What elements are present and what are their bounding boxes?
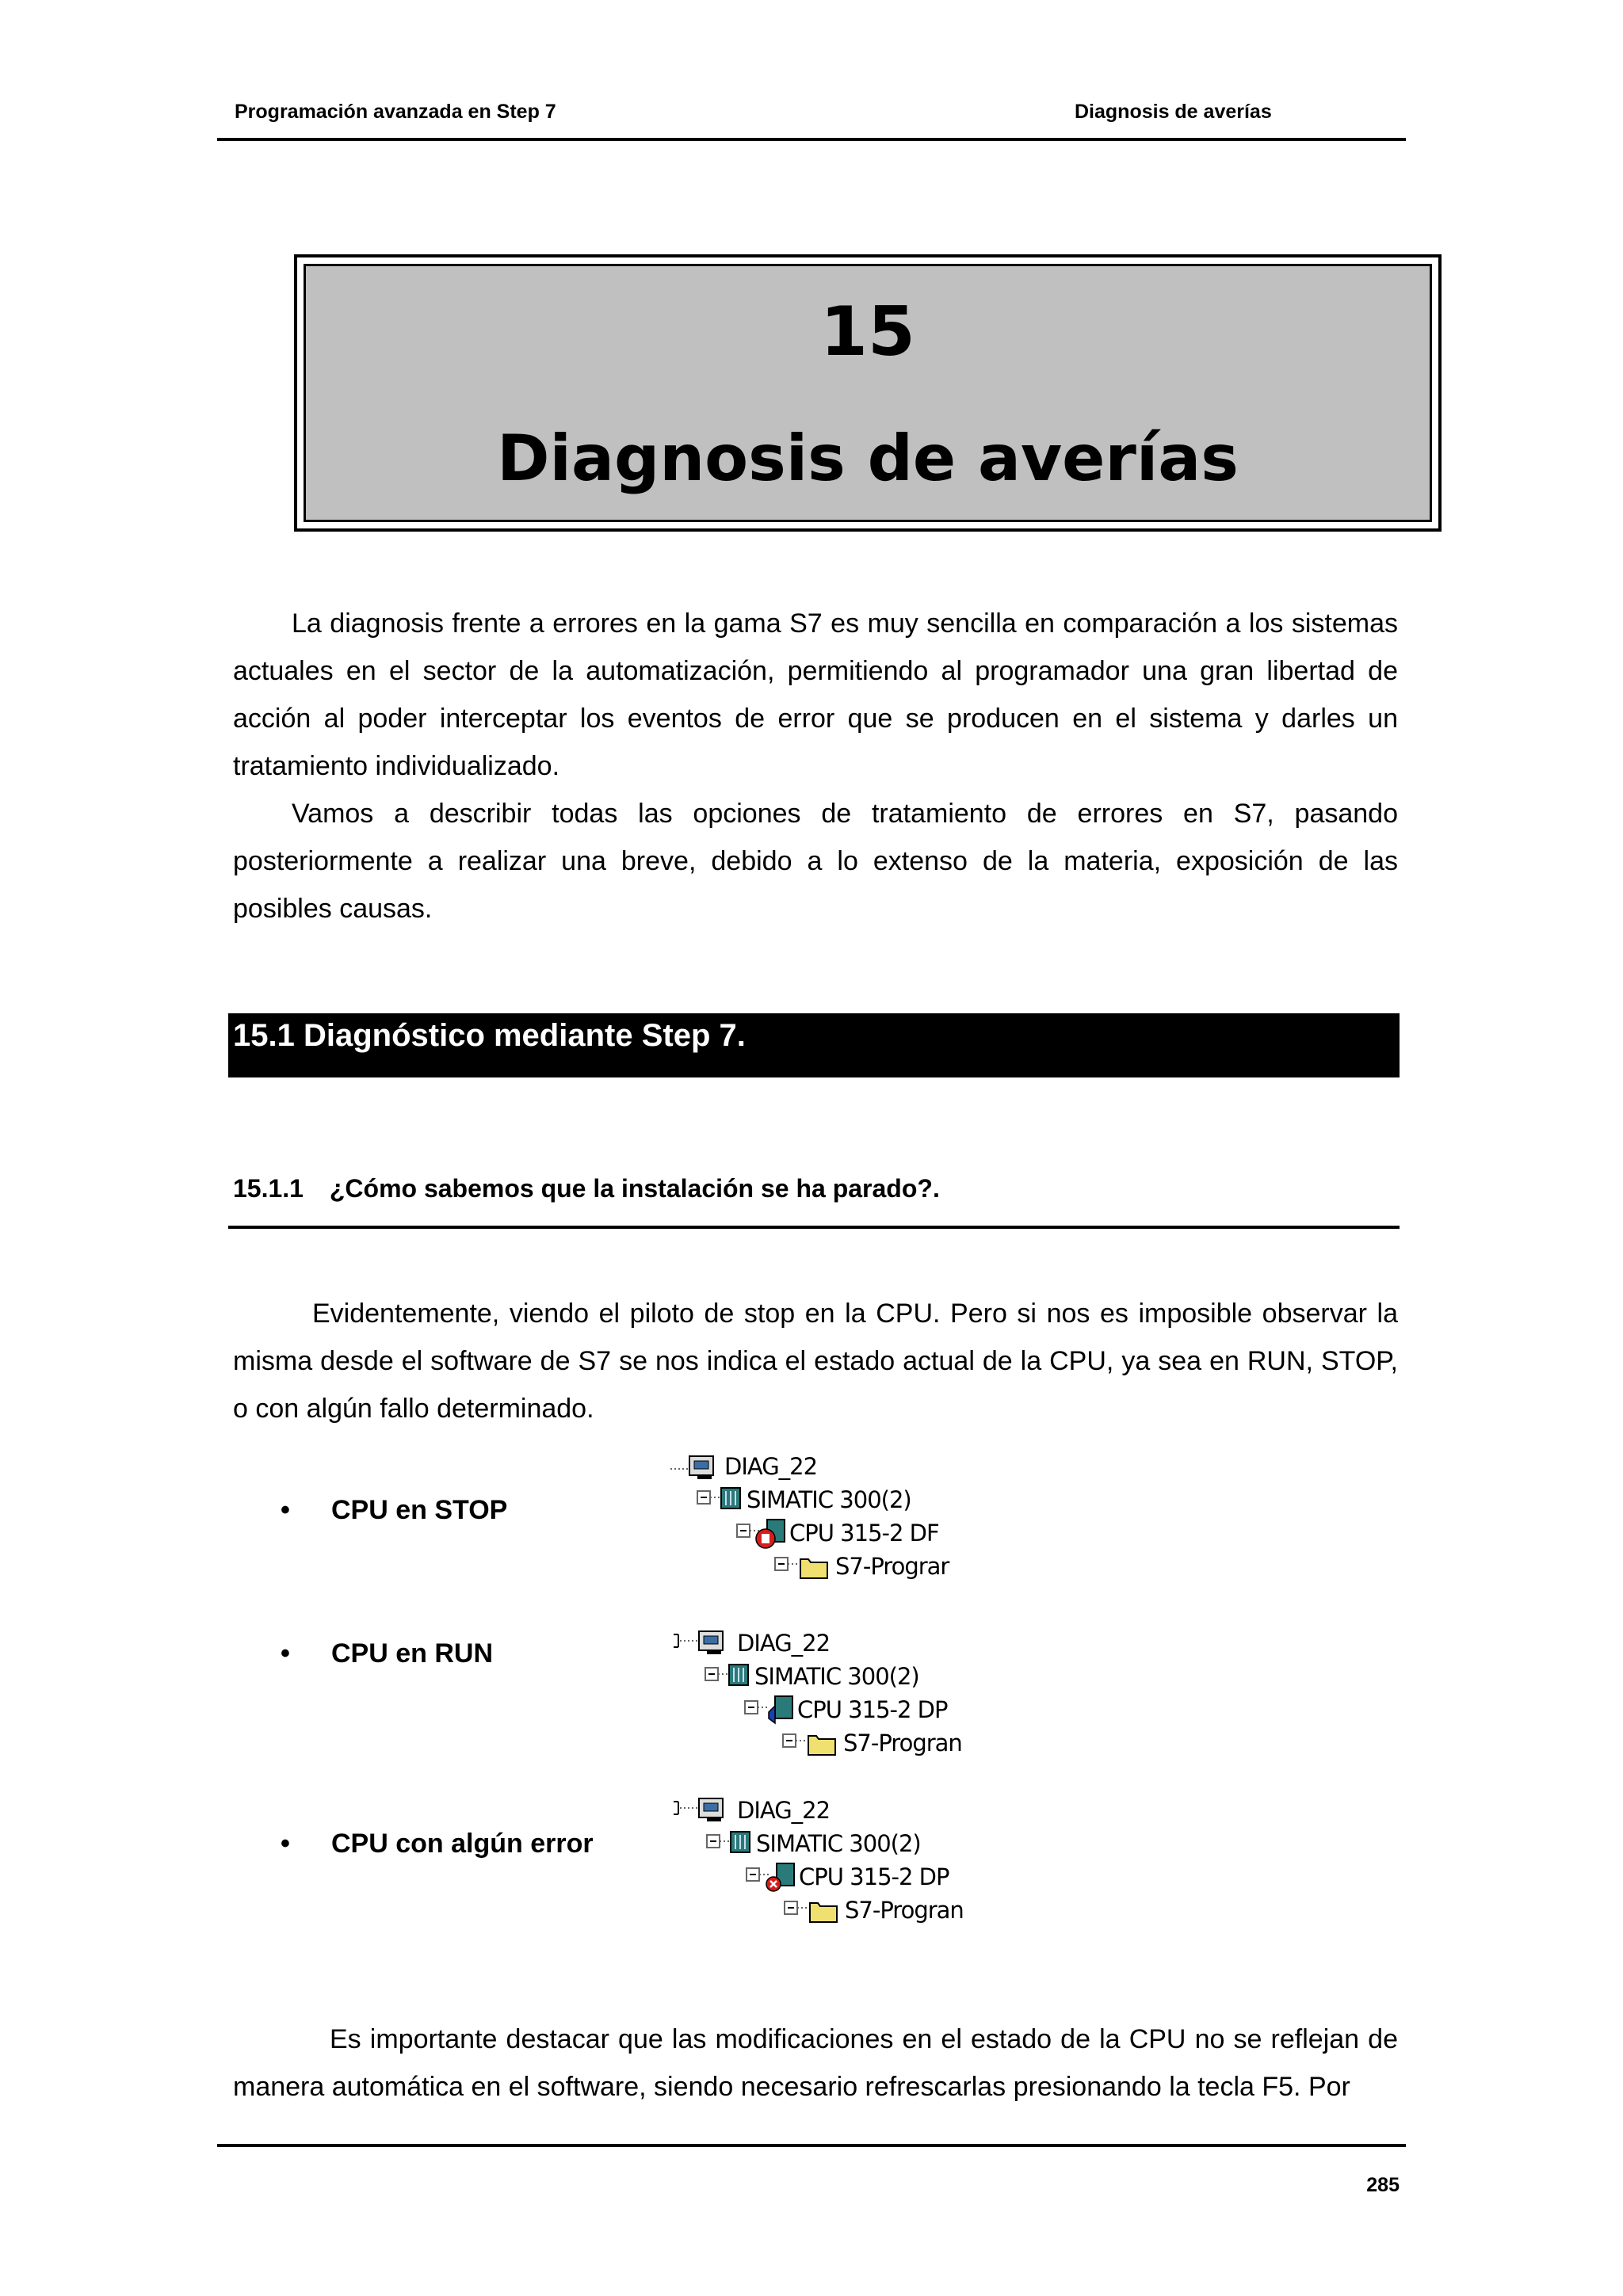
bullet-dot: • <box>281 1829 290 1859</box>
section-heading: 15.1 Diagnóstico mediante Step 7. <box>228 1013 1400 1077</box>
footer-rule <box>217 2144 1406 2147</box>
collapse-icon[interactable] <box>705 1829 753 1860</box>
chapter-title: Diagnosis de averías <box>497 421 1239 495</box>
cpu-label: CPU 315-2 DF <box>789 1520 939 1547</box>
bullet-label: CPU en RUN <box>331 1638 494 1669</box>
bullet-label: CPU en STOP <box>331 1495 508 1525</box>
bullet-dot: • <box>281 1495 290 1525</box>
bullet-label: CPU con algún error <box>331 1829 594 1859</box>
subsection-title: ¿Cómo sabemos que la instalación se ha parado?. <box>329 1174 940 1203</box>
station-label: SIMATIC 300(2) <box>756 1830 921 1857</box>
collapse-icon[interactable] <box>696 1485 743 1516</box>
subsection-rule <box>228 1226 1400 1229</box>
chapter-number: 15 <box>820 292 915 372</box>
project-label: DIAG_22 <box>737 1630 831 1657</box>
bullet-dot: • <box>281 1638 290 1669</box>
intro-paragraph-2: Vamos a describir todas las opciones de tratamiento de errores en S7, pasando posteriormente a realizar una breve, debido a lo extenso de la materia, exposición de las posibles causas. <box>233 799 1398 924</box>
header-rule <box>217 138 1406 141</box>
chapter-title-box <box>294 254 1442 532</box>
subsection-number: 15.1.1 <box>233 1174 304 1203</box>
folder-icon <box>781 1728 837 1760</box>
f5-paragraph <box>233 2016 1398 2111</box>
collapse-icon[interactable] <box>704 1661 751 1693</box>
program-label: S7-Progran <box>843 1730 962 1756</box>
header-right: Diagnosis de averías <box>1075 101 1272 123</box>
project-icon <box>670 1451 721 1483</box>
cpu-label: CPU 315-2 DP <box>799 1863 949 1890</box>
station-label: SIMATIC 300(2) <box>747 1486 911 1513</box>
page-number: 285 <box>1366 2174 1400 2196</box>
project-icon <box>674 1628 732 1660</box>
cpu-run-icon <box>743 1695 794 1730</box>
cpu-paragraph-text: Evidentemente, viendo el piloto de stop en la CPU. Pero si nos es imposible observar la misma desde el software de S7 se nos indica el estado actual de la CPU, ya sea en RUN, STOP, o con algún fallo determinado. <box>233 1299 1398 1424</box>
subsection-heading <box>233 1174 940 1203</box>
folder-icon <box>773 1551 829 1583</box>
project-label: DIAG_22 <box>737 1797 831 1824</box>
cpu-error-icon <box>745 1862 796 1897</box>
program-label: S7-Progran <box>845 1897 964 1924</box>
station-label: SIMATIC 300(2) <box>754 1663 919 1690</box>
folder-icon <box>783 1895 838 1927</box>
intro-text <box>233 600 1398 933</box>
program-label: S7-Prograr <box>835 1553 949 1580</box>
f5-paragraph-text: Es importante destacar que las modificaciones en el estado de la CPU no se reflejan de manera automática en el software, siendo necesario refrescarlas presionando la tecla F5. Por <box>233 2024 1398 2102</box>
project-label: DIAG_22 <box>724 1453 818 1480</box>
intro-paragraph-1: La diagnosis frente a errores en la gama S7 es muy sencilla en comparación a los sistemas actuales en el sector de la automatización, permitiendo al programador una gran libertad de acción al poder interceptar los eventos de error que se producen en el sistema y darles un tratamiento individualizado. <box>233 608 1398 781</box>
header-left: Programación avanzada en Step 7 <box>235 101 556 123</box>
cpu-paragraph <box>233 1290 1398 1432</box>
cpu-label: CPU 315-2 DP <box>797 1696 948 1723</box>
cpu-stop-icon <box>735 1518 786 1553</box>
project-icon <box>674 1795 732 1827</box>
